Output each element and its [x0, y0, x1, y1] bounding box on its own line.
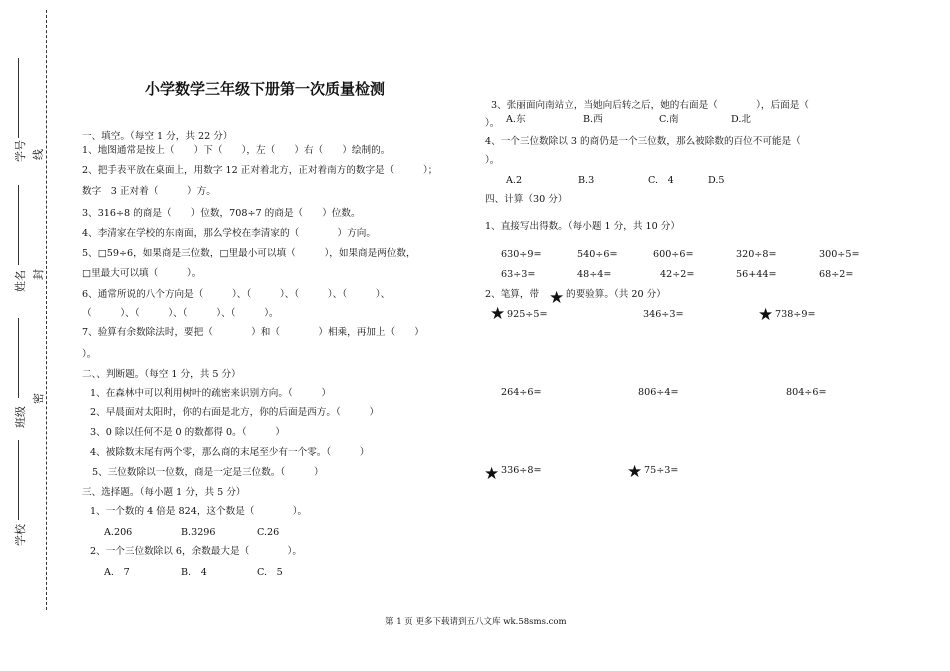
oral-5: 300÷5= [819, 249, 860, 260]
oral-6: 63÷3= [501, 269, 536, 280]
star-icon: ★ [490, 304, 506, 324]
choice-2-opt-a: A. 7 [104, 567, 130, 578]
oral-2: 540÷6= [577, 249, 618, 260]
label-banji: 班级 [14, 406, 27, 428]
oral-4: 320÷8= [736, 249, 777, 260]
banji-blank [18, 318, 19, 398]
choice-4-opt-d: D.5 [708, 175, 725, 186]
oral-9: 56+44= [736, 269, 777, 280]
fill-q2a: 2、把手表平放在桌面上，用数字 12 正对着北方，正对着南方的数字是（ ）； [82, 165, 438, 176]
written-5: 806÷4= [638, 387, 679, 398]
oral-7: 48÷4= [577, 269, 612, 280]
label-xian: 线 [32, 149, 45, 160]
page-footer: 第 1 页 更多下载请到五八文库 wk.58sms.com [385, 617, 567, 627]
label-xingming: 姓名 [14, 270, 27, 292]
written-calc-heading-pre: 2、笔算，带 [485, 289, 540, 300]
choice-4-opt-a: A.2 [506, 175, 523, 186]
oral-1: 630÷9= [501, 249, 542, 260]
choice-4-opt-b: B.3 [578, 175, 595, 186]
choice-4a: 4、一个三位数除以 3 的商仍是一个三位数，那么被除数的百位不可能是（ [485, 136, 801, 147]
judge-3: 3、0 除以任何不是 0 的数都得 0。（ ） [90, 427, 285, 438]
star-icon: ★ [627, 462, 643, 482]
choice-3-opt-b: B.西 [583, 114, 603, 125]
choice-3-opt-c: C.南 [659, 114, 679, 125]
fill-q2b: 数字 3 正对着（ ）方。 [82, 186, 216, 197]
star-icon: ★ [484, 464, 500, 484]
choice-2-opt-b: B. 4 [181, 567, 207, 578]
choice-3b: ）。 [485, 118, 500, 129]
written-1: 925÷5= [507, 309, 548, 320]
xuexiao-blank [18, 440, 19, 520]
choice-1: 1、一个数的 4 倍是 824，这个数是（ ）。 [90, 506, 308, 517]
page-title: 小学数学三年级下册第一次质量检测 [145, 80, 386, 98]
section-4-heading: 四、计算（30 分） [485, 194, 568, 205]
fill-q7b: ）。 [82, 349, 97, 360]
fill-q7a: 7、验算有余数除法时，要把（ ）和（ ）相乘，再加上（ ） [82, 327, 424, 338]
label-mi: 密 [32, 393, 45, 404]
choice-3-opt-d: D.北 [731, 114, 751, 125]
fill-q5a: 5、□59÷6，如果商是三位数，□里最小可以填（ ），如果商是两位数， [82, 248, 416, 259]
choice-2-opt-c: C. 5 [257, 567, 283, 578]
written-7: 336÷8= [501, 465, 542, 476]
choice-1-opt-c: C.26 [257, 527, 280, 538]
written-3: 738÷9= [775, 309, 816, 320]
choice-2: 2、一个三位数除以 6，余数最大是（ ）。 [90, 546, 302, 557]
choice-4b: ）。 [485, 155, 500, 166]
written-calc-heading-post: 的要验算。（共 20 分） [566, 289, 666, 300]
xuehao-blank [18, 58, 19, 138]
choice-3-opt-a: A.东 [506, 114, 526, 125]
section-3-heading: 三、选择题。（每小题 1 分，共 5 分） [82, 487, 246, 498]
choice-1-opt-a: A.206 [104, 527, 133, 538]
judge-5: 5、三位数除以一位数，商是一定是三位数。（ ） [92, 467, 324, 478]
written-4: 264÷6= [501, 387, 542, 398]
star-icon: ★ [758, 305, 774, 325]
xingming-blank [18, 185, 19, 265]
choice-1-opt-b: B.3296 [181, 527, 216, 538]
label-feng: 封 [32, 269, 45, 280]
written-8: 75÷3= [644, 465, 679, 476]
judge-1: 1、在森林中可以利用树叶的疏密来识别方向。（ ） [90, 388, 332, 399]
choice-4-opt-c: C. 4 [648, 175, 674, 186]
fill-q5b: □里最大可以填（ ）。 [82, 268, 202, 279]
choice-3a: 3、张丽面向南站立，当她向后转之后，她的右面是（ ），后面是（ [491, 100, 809, 111]
judge-2: 2、早晨面对太阳时，你的右面是北方，你的后面是西方。（ ） [90, 407, 380, 418]
binding-dashed-line [46, 10, 47, 610]
section-2-heading: 二、、判断题。（每空 1 分，共 5 分） [82, 369, 241, 380]
oral-calc-heading: 1、直接写出得数。（每小题 1 分，共 10 分） [485, 221, 680, 232]
fill-q3: 3、316÷8 的商是（ ）位数，708÷7 的商是（ ）位数。 [82, 208, 361, 219]
section-1-heading: 一、填空。（每空 1 分，共 22 分） [82, 131, 233, 142]
oral-10: 68÷2= [819, 269, 854, 280]
oral-8: 42÷2= [660, 269, 695, 280]
fill-q6b: （ ）、（ ）、（ ）、（ ）。 [82, 308, 279, 319]
written-2: 346÷3= [643, 309, 684, 320]
oral-3: 600÷6= [653, 249, 694, 260]
fill-q4: 4、李清家在学校的东南面，那么学校在李清家的（ ）方向。 [82, 228, 376, 239]
label-xuehao: 学号 [14, 140, 27, 162]
fill-q1: 1、地图通常是按上（ ）下（ ），左（ ）右（ ）绘制的。 [82, 145, 391, 156]
written-6: 804÷6= [786, 387, 827, 398]
fill-q6a: 6、通常所说的八个方向是（ ）、（ ）、（ ）、（ ）、 [82, 289, 391, 300]
label-xuexiao: 学校 [14, 524, 27, 546]
judge-4: 4、被除数末尾有两个零，那么商的末尾至少有一个零。（ ） [90, 447, 370, 458]
star-icon: ★ [549, 288, 565, 308]
